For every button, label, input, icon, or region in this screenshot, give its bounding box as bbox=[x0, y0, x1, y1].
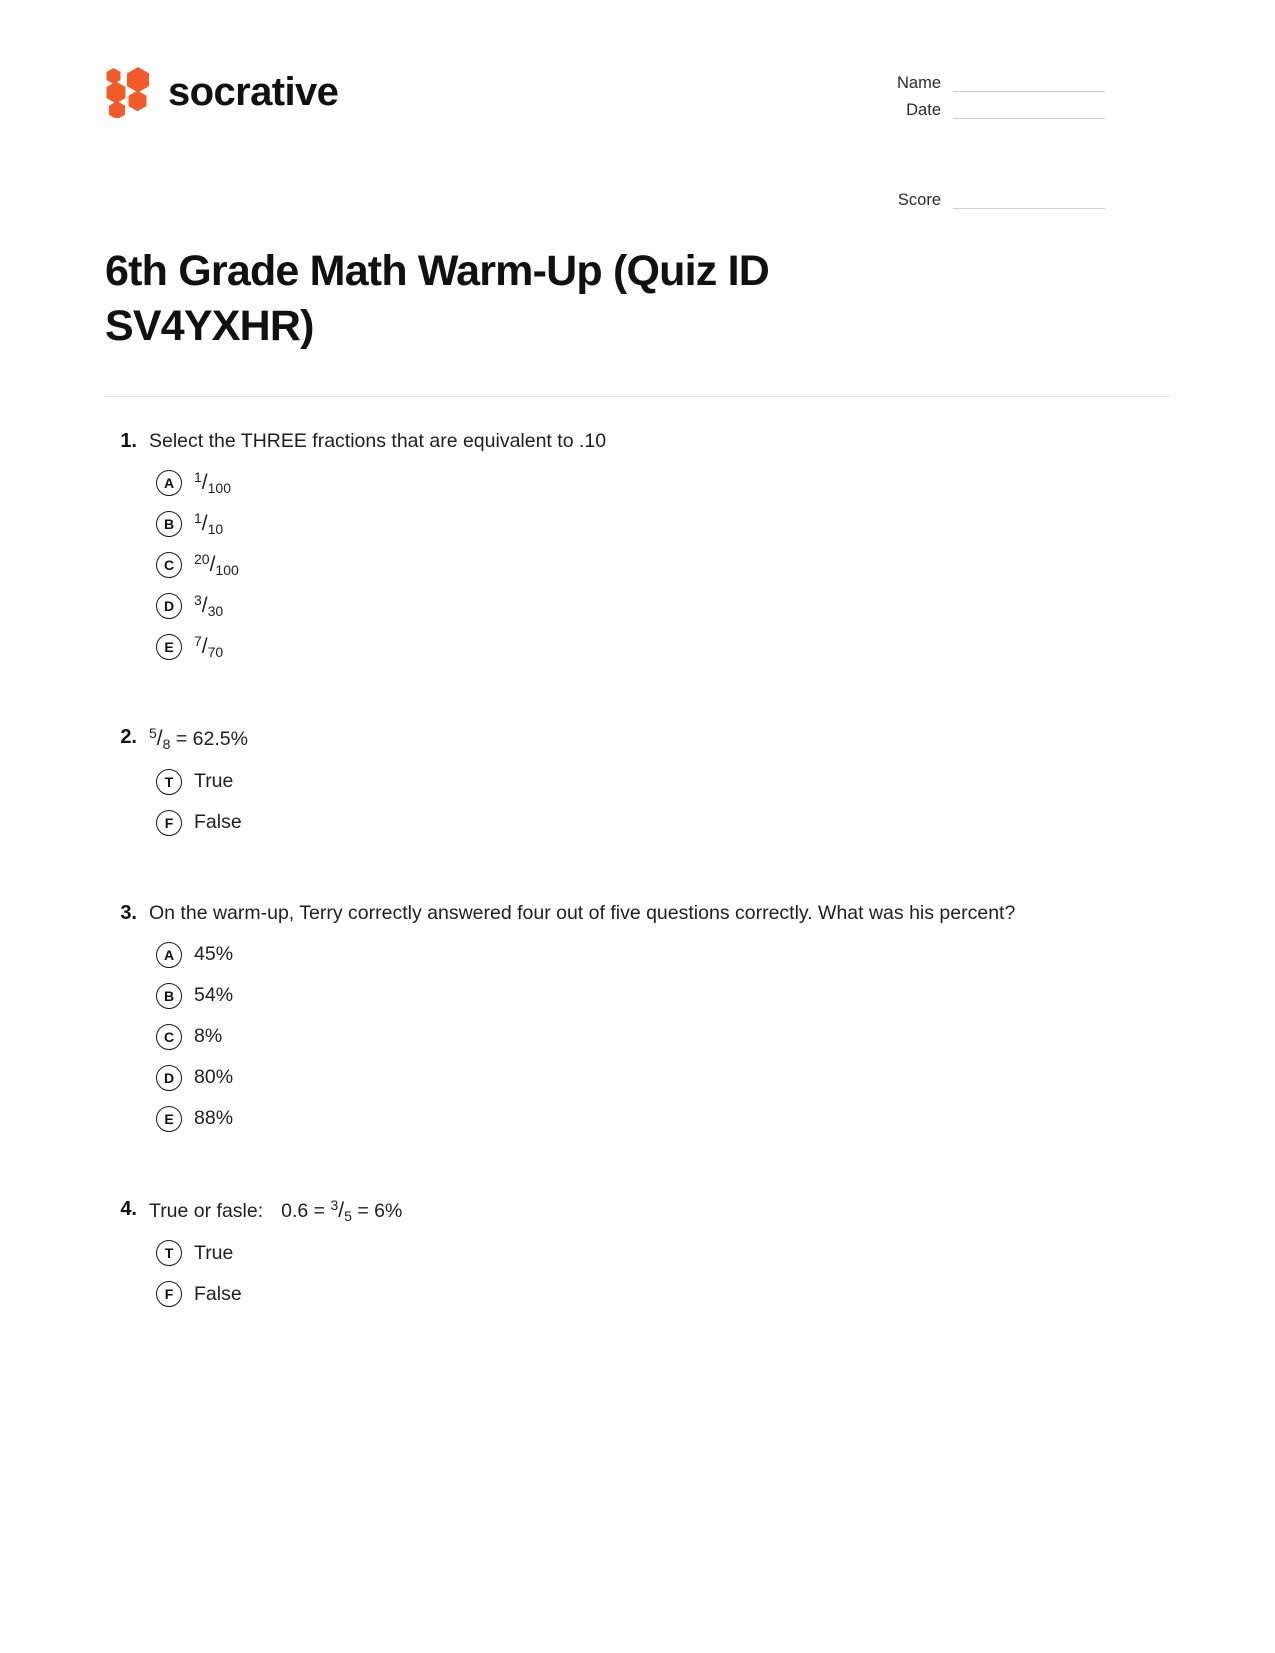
question-4 bbox=[105, 1195, 1170, 1315]
option-label: False bbox=[194, 811, 242, 833]
question-2-head bbox=[105, 723, 1170, 755]
fraction-slash: / bbox=[201, 635, 208, 659]
option-label: False bbox=[194, 1282, 242, 1305]
fraction-slash: / bbox=[156, 727, 163, 751]
option-bubble[interactable]: T bbox=[156, 1240, 182, 1266]
fraction-denominator: 70 bbox=[207, 644, 224, 661]
fraction-denominator: 30 bbox=[207, 603, 224, 620]
option-3-e[interactable] bbox=[105, 1098, 1170, 1139]
question-2 bbox=[105, 723, 1170, 843]
option-label bbox=[194, 469, 231, 497]
page-title: 6th Grade Math Warm-Up (Quiz ID SV4YXHR) bbox=[105, 247, 770, 351]
option-4-false[interactable] bbox=[105, 1274, 1170, 1315]
fraction-numerator: 5 bbox=[149, 725, 157, 742]
option-1-a[interactable] bbox=[105, 462, 1170, 503]
header-divider bbox=[105, 396, 1170, 397]
fraction-slash: / bbox=[201, 594, 208, 618]
option-bubble[interactable]: D bbox=[156, 593, 182, 619]
fraction-slash: / bbox=[209, 553, 216, 577]
title-block bbox=[0, 244, 1275, 354]
option-1-c[interactable] bbox=[105, 544, 1170, 585]
fraction-denominator: 10 bbox=[207, 521, 224, 538]
fraction-numerator: 1 bbox=[194, 469, 202, 486]
option-bubble[interactable]: T bbox=[156, 769, 182, 795]
fraction-slash: / bbox=[201, 512, 208, 536]
question-1 bbox=[105, 427, 1170, 667]
fraction-denominator: 5 bbox=[344, 1208, 352, 1225]
question-3 bbox=[105, 899, 1170, 1139]
option-label: 88% bbox=[194, 1107, 234, 1129]
fraction-denominator: 8 bbox=[162, 736, 171, 753]
question-3-number: 3. bbox=[120, 902, 137, 925]
option-label bbox=[194, 510, 223, 538]
question-3-options bbox=[105, 934, 1170, 1139]
fraction-numerator: 7 bbox=[194, 633, 202, 650]
option-label: 8% bbox=[194, 1025, 223, 1047]
question-3-text: On the warm-up, Terry correctly answered four out of five questions correctly. What was his percent? bbox=[149, 902, 1016, 925]
option-label bbox=[194, 592, 223, 620]
score-label: Score bbox=[897, 191, 941, 210]
date-field-row bbox=[873, 101, 1105, 119]
option-label: 80% bbox=[194, 1066, 234, 1088]
option-4-true[interactable] bbox=[105, 1233, 1170, 1274]
option-bubble[interactable]: B bbox=[156, 983, 182, 1009]
question-4-suffix: = 6% bbox=[351, 1200, 403, 1223]
brand-name: socrative bbox=[168, 70, 339, 114]
date-input-line[interactable] bbox=[953, 101, 1105, 119]
question-4-text bbox=[149, 1195, 402, 1227]
question-2-text bbox=[149, 723, 248, 755]
question-2-options bbox=[105, 761, 1170, 843]
score-field-row bbox=[873, 191, 1105, 209]
option-1-b[interactable] bbox=[105, 503, 1170, 544]
option-label: 45% bbox=[194, 943, 234, 965]
fraction-slash: / bbox=[338, 1199, 345, 1223]
fraction-numerator: 3 bbox=[194, 592, 202, 609]
student-meta-fields bbox=[873, 74, 1105, 218]
question-4-prefix: True or fasle: bbox=[149, 1200, 264, 1223]
option-bubble[interactable]: F bbox=[156, 810, 182, 836]
question-2-suffix: = 62.5% bbox=[170, 728, 248, 751]
option-label: 54% bbox=[194, 984, 234, 1006]
fraction-numerator: 20 bbox=[194, 551, 210, 568]
question-4-options bbox=[105, 1233, 1170, 1315]
option-bubble[interactable]: C bbox=[156, 1024, 182, 1050]
option-3-c[interactable] bbox=[105, 1016, 1170, 1057]
date-label: Date bbox=[906, 101, 941, 120]
socrative-hexagon-logo-icon bbox=[105, 66, 151, 118]
option-3-d[interactable] bbox=[105, 1057, 1170, 1098]
option-1-e[interactable] bbox=[105, 626, 1170, 667]
fraction-denominator: 100 bbox=[215, 562, 239, 579]
questions-list bbox=[0, 427, 1275, 1314]
option-2-true[interactable] bbox=[105, 761, 1170, 802]
name-label: Name bbox=[896, 74, 941, 92]
option-bubble[interactable]: F bbox=[156, 1281, 182, 1307]
option-label: True bbox=[194, 770, 234, 792]
question-4-head bbox=[105, 1195, 1170, 1227]
question-1-head bbox=[105, 427, 1170, 456]
option-bubble[interactable]: B bbox=[156, 511, 182, 537]
page-header bbox=[0, 0, 1275, 218]
option-label bbox=[194, 633, 223, 661]
question-3-head bbox=[105, 899, 1170, 928]
option-2-false[interactable] bbox=[105, 802, 1170, 843]
question-4-number: 4. bbox=[120, 1198, 137, 1221]
question-1-options bbox=[105, 462, 1170, 667]
option-bubble[interactable]: E bbox=[156, 634, 182, 660]
fraction-denominator: 100 bbox=[207, 480, 231, 497]
option-bubble[interactable]: D bbox=[156, 1065, 182, 1091]
option-3-b[interactable] bbox=[105, 975, 1170, 1016]
option-bubble[interactable]: A bbox=[156, 942, 182, 968]
option-bubble[interactable]: C bbox=[156, 552, 182, 578]
question-1-number: 1. bbox=[120, 430, 137, 453]
name-input-line[interactable] bbox=[953, 74, 1105, 92]
option-1-d[interactable] bbox=[105, 585, 1170, 626]
option-3-a[interactable] bbox=[105, 934, 1170, 975]
fraction-numerator: 1 bbox=[194, 510, 202, 527]
option-bubble[interactable]: A bbox=[156, 470, 182, 496]
option-bubble[interactable]: E bbox=[156, 1106, 182, 1132]
fraction-numerator: 3 bbox=[330, 1197, 339, 1214]
question-4-mid: 0.6 = bbox=[281, 1200, 331, 1223]
brand-logo bbox=[105, 66, 338, 118]
option-label bbox=[194, 551, 239, 579]
fraction-slash: / bbox=[201, 471, 208, 495]
question-1-text: Select the THREE fractions that are equivalent to .10 bbox=[149, 430, 607, 453]
option-label: True bbox=[194, 1241, 234, 1264]
score-input-line[interactable] bbox=[953, 191, 1105, 209]
question-2-number: 2. bbox=[120, 726, 137, 749]
name-field-row bbox=[873, 74, 1105, 92]
